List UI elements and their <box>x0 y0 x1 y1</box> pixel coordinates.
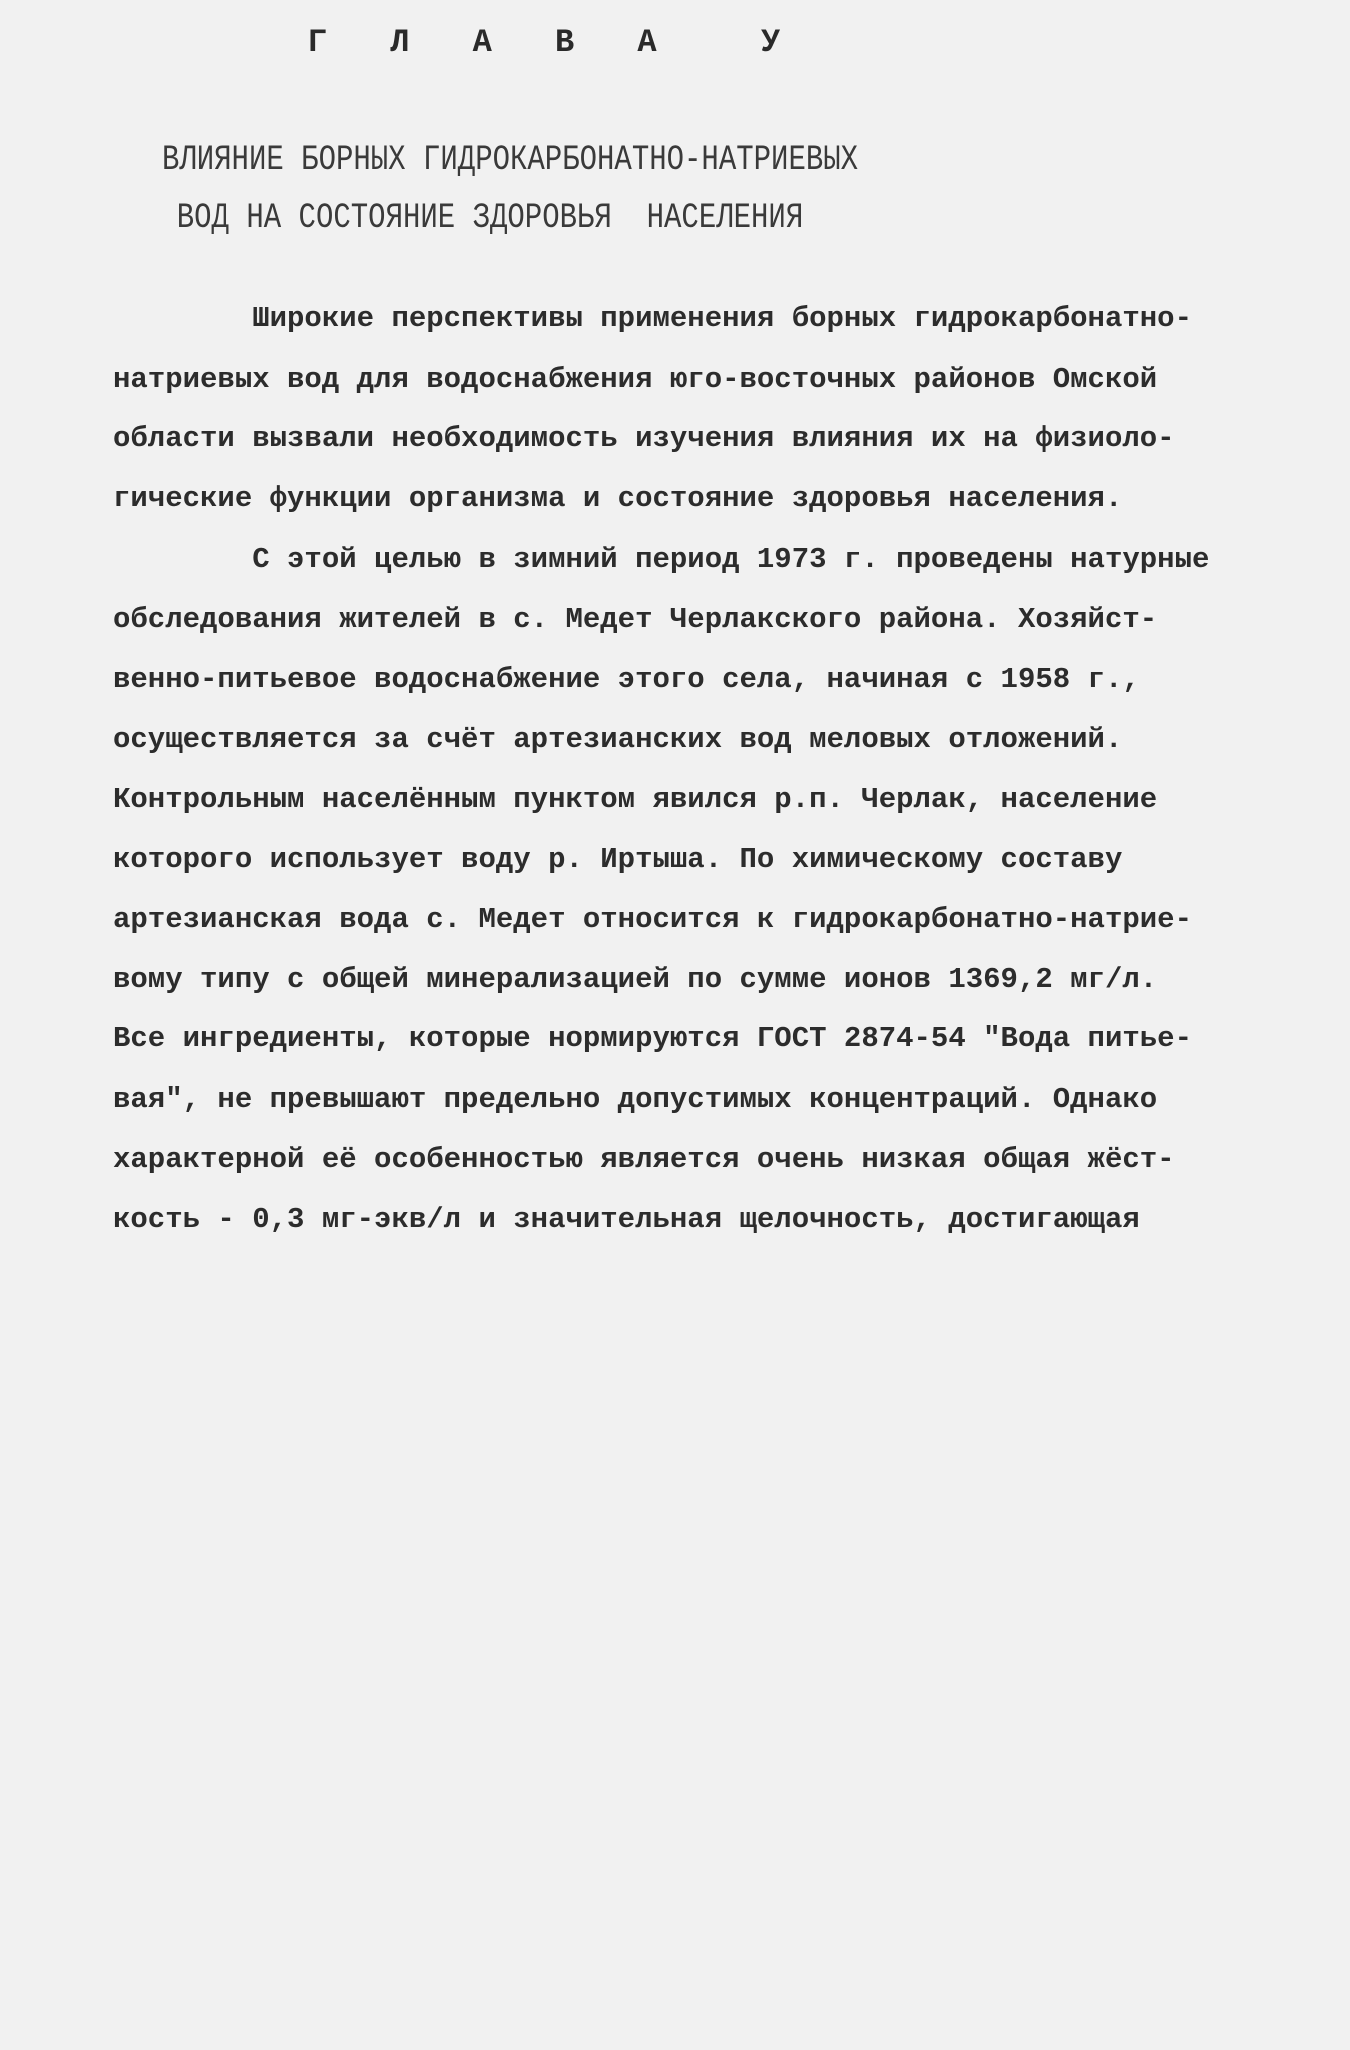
body-line: осуществляется за счёт артезианских вод меловых отложений. <box>113 723 1123 756</box>
body-line: обследования жителей в с. Медет Черлакского района. Хозяйст- <box>113 603 1158 636</box>
body-line: области вызвали необходимость изучения влияния их на физиоло- <box>113 422 1175 455</box>
body-line: Все ингредиенты, которые нормируются ГОСТ 2874-54 "Вода питье- <box>113 1022 1192 1055</box>
body-line: гические функции организма и состояние здоровья населения. <box>113 482 1123 515</box>
chapter-title-line-1: ВЛИЯНИЕ БОРНЫХ ГИДРОКАРБОНАТНО-НАТРИЕВЫХ <box>161 140 859 180</box>
body-line: артезианская вода с. Медет относится к гидрокарбонатно-натрие- <box>113 903 1192 936</box>
body-line: вому типу с общей минерализацией по сумме ионов 1369,2 мг/л. <box>113 963 1158 996</box>
body-line: венно-питьевое водоснабжение этого села, начиная с 1958 г., <box>113 663 1140 696</box>
chapter-heading: Г Л А В А У <box>307 24 803 61</box>
body-line: характерной её особенностью является очень низкая общая жёст- <box>113 1143 1175 1176</box>
body-line: кость - 0,3 мг-экв/л и значительная щелочность, достигающая <box>113 1203 1140 1236</box>
body-line: С этой целью в зимний период 1973 г. проведены натурные <box>113 543 1210 576</box>
body-line: натриевых вод для водоснабжения юго-восточных районов Омской <box>113 363 1158 396</box>
body-line: Широкие перспективы применения борных гидрокарбонатно- <box>113 302 1192 335</box>
body-line: которого использует воду р. Иртыша. По химическому составу <box>113 843 1123 876</box>
body-line: вая", не превышают предельно допустимых концентраций. Однако <box>113 1083 1158 1116</box>
body-line: Контрольным населённым пунктом явился р.п. Черлак, население <box>113 783 1158 816</box>
chapter-title-line-2: ВОД НА СОСТОЯНИЕ ЗДОРОВЬЯ НАСЕЛЕНИЯ <box>176 198 804 238</box>
